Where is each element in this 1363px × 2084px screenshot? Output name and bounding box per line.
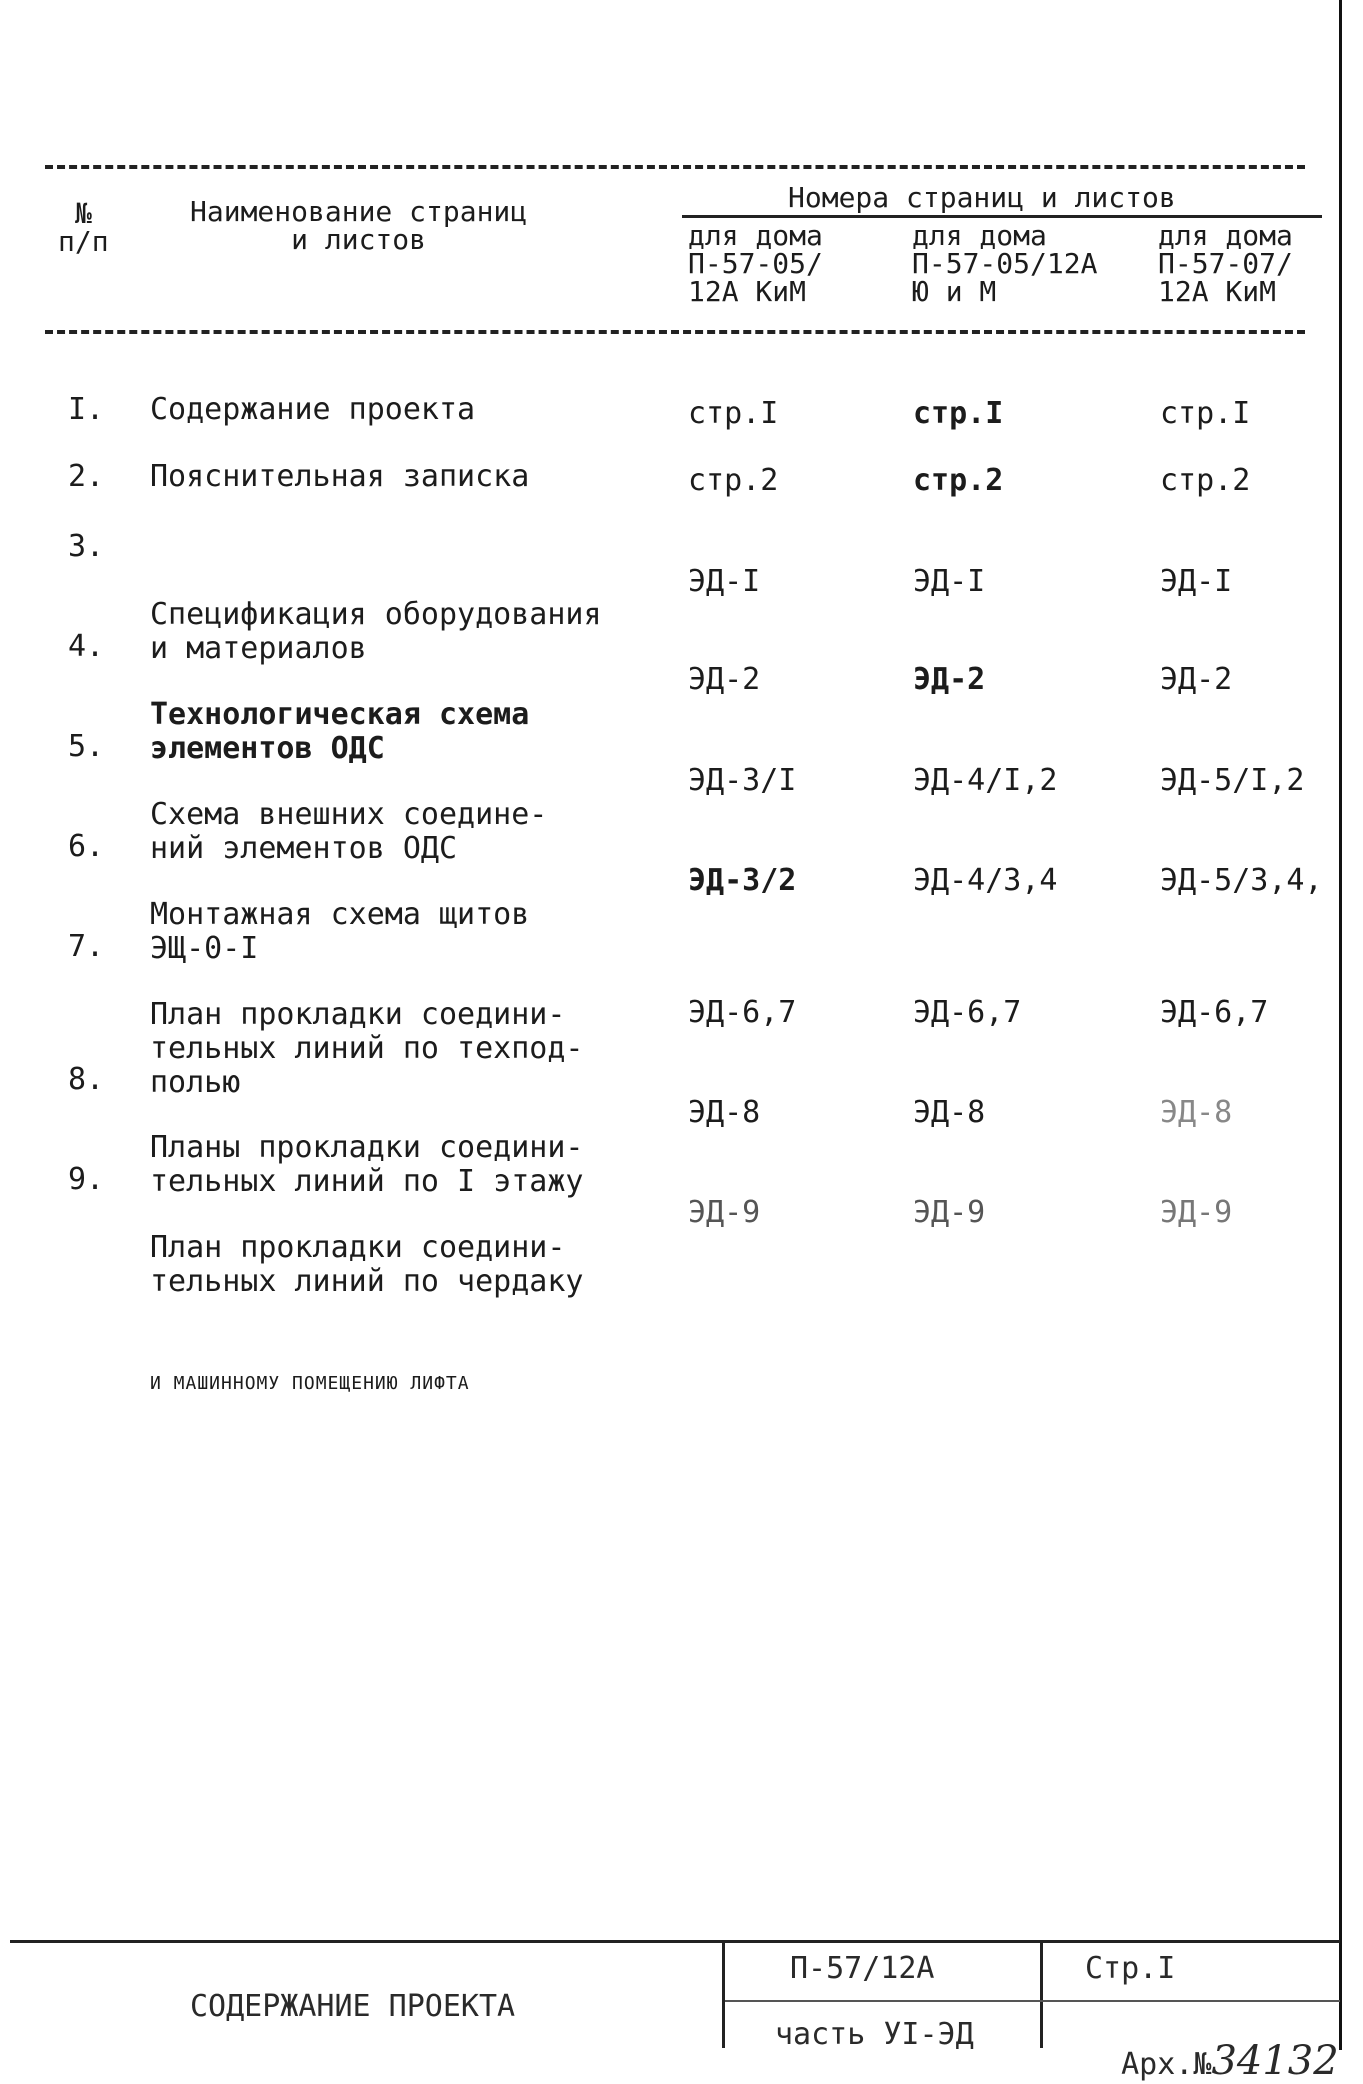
row-number: 4. <box>68 629 105 664</box>
header-group-underline <box>682 215 1322 218</box>
row-title: Планы прокладки соедини- тельных линий по I этажу <box>150 1130 584 1199</box>
cell-house-c: ЭД-6,7 <box>1160 995 1269 1030</box>
stamp-divider-middle <box>725 2000 1340 2002</box>
header-house-a: для дома П-57-05/ 12А КиМ <box>688 219 823 308</box>
cell-house-b: стр.2 <box>913 463 1004 498</box>
cell-house-a: ЭД-3/I <box>688 763 797 798</box>
table-top-rule <box>45 165 1305 169</box>
stamp-archive-label: Арх.№ <box>1121 2047 1212 2082</box>
cell-house-c: ЭД-9 <box>1160 1195 1233 1230</box>
header-house-c: для дома П-57-07/ 12А КиМ <box>1158 219 1293 308</box>
cell-house-c: стр.2 <box>1160 463 1251 498</box>
stamp-archive-number: 34132 <box>1211 2038 1339 2084</box>
row-number: 3. <box>68 529 105 564</box>
row-title: Монтажная схема щитов ЭЩ-0-I <box>150 897 530 966</box>
cell-house-a: ЭД-3/2 <box>688 863 797 898</box>
cell-house-a: ЭД-8 <box>688 1095 761 1130</box>
header-number-column: № п/п <box>58 197 109 258</box>
header-group-title: Номера страниц и листов <box>788 181 1176 214</box>
cell-house-b: ЭД-I <box>913 564 986 599</box>
row-title: Технологическая схема элементов ОДС <box>150 697 530 766</box>
cell-house-b: ЭД-4/3,4 <box>913 863 1058 898</box>
cell-house-c: ЭД-5/3,4, <box>1160 863 1323 898</box>
row-title: План прокладки соедини- тельных линий по чердаку И МАШИННОМУ ПОМЕЩЕНИЮ ЛИФТА <box>150 1163 583 1469</box>
row-title: Схема внешних соедине- ний элементов ОДС <box>150 797 548 866</box>
row-number: 9. <box>68 1162 105 1197</box>
row-title: Спецификация оборудования и материалов <box>150 597 602 666</box>
row-title: Содержание проекта <box>150 392 476 427</box>
row-number: 8. <box>68 1062 105 1097</box>
cell-house-a: ЭД-9 <box>688 1195 761 1230</box>
stamp-part: часть УI-ЭД <box>775 2017 974 2052</box>
row-title: Пояснительная записка <box>150 459 530 494</box>
cell-house-c: ЭД-8 <box>1160 1095 1233 1130</box>
stamp-title: СОДЕРЖАНИЕ ПРОЕКТА <box>190 1989 516 2024</box>
stamp-project-code: П-57/12А <box>790 1951 935 1986</box>
cell-house-b: ЭД-6,7 <box>913 995 1022 1030</box>
cell-house-a: стр.I <box>688 396 779 431</box>
cell-house-b: стр.I <box>913 396 1004 431</box>
cell-house-b: ЭД-2 <box>913 662 986 697</box>
cell-house-c: ЭД-2 <box>1160 662 1233 697</box>
cell-house-b: ЭД-8 <box>913 1095 986 1130</box>
cell-house-b: ЭД-4/I,2 <box>913 763 1058 798</box>
row-number: 2. <box>68 459 105 494</box>
row-number: 7. <box>68 929 105 964</box>
stamp-archive <box>1085 2010 1339 2082</box>
header-house-b: для дома П-57-05/12А Ю и М <box>912 219 1098 308</box>
header-name-column: Наименование страниц и листов <box>190 195 528 256</box>
row-title: План прокладки соедини- тельных линий по техпод- полью <box>150 997 584 1100</box>
stamp-top-border <box>10 1940 1340 1943</box>
table-header-rule <box>45 330 1305 334</box>
cell-house-a: ЭД-6,7 <box>688 995 797 1030</box>
cell-house-a: ЭД-I <box>688 564 761 599</box>
cell-house-b: ЭД-9 <box>913 1195 986 1230</box>
cell-house-c: ЭД-5/I,2 <box>1160 763 1305 798</box>
row-number: I. <box>68 392 105 427</box>
cell-house-c: стр.I <box>1160 396 1251 431</box>
stamp-page: Стр.I <box>1085 1951 1176 1986</box>
row-number: 5. <box>68 729 105 764</box>
cell-house-c: ЭД-I <box>1160 564 1233 599</box>
row-note: И МАШИННОМУ ПОМЕЩЕНИЮ ЛИФТА <box>150 1373 470 1394</box>
row-number: 6. <box>68 829 105 864</box>
stamp-divider-right <box>1040 1940 1043 2048</box>
stamp-divider-left <box>722 1940 725 2048</box>
cell-house-a: стр.2 <box>688 463 779 498</box>
cell-house-a: ЭД-2 <box>688 662 761 697</box>
